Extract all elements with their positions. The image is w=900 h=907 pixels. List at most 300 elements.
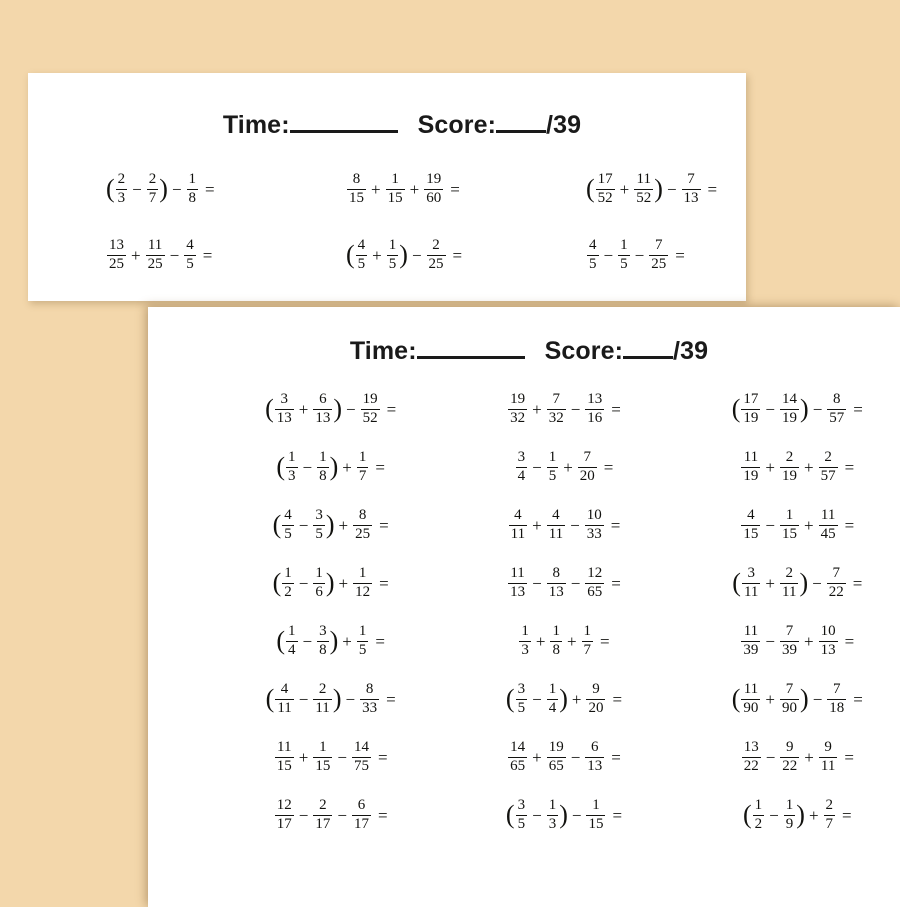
fraction xyxy=(275,682,293,716)
plus-sign: + xyxy=(804,457,814,477)
denominator: 39 xyxy=(743,641,759,658)
denominator: 33 xyxy=(362,699,378,716)
numerator: 8 xyxy=(833,391,841,408)
paren-open: ( xyxy=(272,567,282,597)
expression xyxy=(586,238,685,272)
numerator: 1 xyxy=(288,623,296,640)
expression xyxy=(506,682,622,716)
expression xyxy=(346,172,460,206)
fraction xyxy=(107,238,126,272)
numerator: 12 xyxy=(587,565,603,582)
equals-sign: = xyxy=(610,515,621,535)
fraction xyxy=(516,682,528,716)
numerator: 9 xyxy=(786,739,794,756)
fraction xyxy=(353,508,372,542)
numerator: 7 xyxy=(833,681,841,698)
numerator: 2 xyxy=(824,449,832,466)
numerator: 11 xyxy=(636,171,651,188)
equals-sign: = xyxy=(852,573,863,593)
expression xyxy=(518,624,609,658)
problem-f22[interactable] xyxy=(214,796,447,834)
minus-sign: − xyxy=(337,747,347,767)
problem-f4[interactable] xyxy=(214,448,447,486)
fraction xyxy=(282,566,294,600)
numerator: 3 xyxy=(747,565,755,582)
denominator: 15 xyxy=(588,815,604,832)
fraction xyxy=(516,798,528,832)
plus-sign: + xyxy=(535,631,546,651)
minus-sign: − xyxy=(298,805,309,825)
denominator: 15 xyxy=(387,189,403,206)
minus-sign: − xyxy=(532,805,542,825)
minus-sign: − xyxy=(337,805,347,825)
equals-sign: = xyxy=(675,245,685,265)
denominator: 90 xyxy=(782,699,798,716)
fraction xyxy=(753,798,765,832)
fraction xyxy=(313,798,332,832)
time-label: Time: xyxy=(222,111,290,139)
problem-b6[interactable] xyxy=(586,236,746,274)
problem-f1[interactable] xyxy=(214,390,447,428)
numerator: 8 xyxy=(358,507,367,524)
denominator: 32 xyxy=(548,409,564,426)
denominator: 19 xyxy=(782,409,798,426)
denominator: 25 xyxy=(355,525,371,542)
numerator: 19 xyxy=(426,171,442,188)
minus-sign: − xyxy=(812,689,823,709)
problem-f6[interactable] xyxy=(681,448,900,486)
paren-close: ) xyxy=(800,393,809,423)
numerator: 1 xyxy=(391,171,399,188)
numerator: 3 xyxy=(280,391,289,408)
fraction xyxy=(741,624,760,658)
problem-f11[interactable] xyxy=(447,564,680,602)
denominator: 8 xyxy=(552,641,560,658)
numerator: 14 xyxy=(353,739,369,756)
plus-sign: + xyxy=(409,179,420,199)
denominator: 15 xyxy=(349,189,364,206)
paren-open: ( xyxy=(265,393,274,423)
denominator: 12 xyxy=(355,583,371,600)
minus-sign: − xyxy=(666,179,677,199)
sheet-front-content xyxy=(148,307,900,907)
fraction xyxy=(585,392,604,426)
numerator: 19 xyxy=(548,739,564,756)
problem-b4[interactable] xyxy=(106,236,346,274)
paren-open: ( xyxy=(731,683,741,713)
equals-sign: = xyxy=(842,805,852,825)
numerator: 1 xyxy=(592,797,600,814)
minus-sign: − xyxy=(346,399,356,419)
fraction xyxy=(146,238,165,272)
problem-f16[interactable] xyxy=(214,680,447,718)
minus-sign: − xyxy=(571,805,582,825)
minus-sign: − xyxy=(570,573,581,593)
numerator: 3 xyxy=(315,507,323,524)
numerator: 13 xyxy=(587,391,603,408)
expression xyxy=(273,566,389,600)
paren-close: ) xyxy=(399,239,408,269)
fraction xyxy=(819,508,838,542)
expression xyxy=(743,798,852,832)
minus-sign: − xyxy=(532,689,542,709)
fraction xyxy=(550,624,562,658)
numerator: 2 xyxy=(785,565,793,582)
problem-b2[interactable] xyxy=(346,170,586,208)
fraction xyxy=(360,682,379,716)
minus-sign: − xyxy=(298,573,309,593)
plus-sign: + xyxy=(298,747,309,767)
fraction xyxy=(578,450,597,484)
problem-f18[interactable] xyxy=(681,680,900,718)
equals-sign: = xyxy=(450,179,460,199)
problem-b3[interactable] xyxy=(586,170,746,208)
fraction xyxy=(147,172,159,206)
plus-sign: + xyxy=(338,573,349,593)
numerator: 2 xyxy=(148,171,157,188)
minus-sign: − xyxy=(411,245,422,265)
numerator: 11 xyxy=(743,681,759,698)
paren-close: ) xyxy=(800,683,809,713)
plus-sign: + xyxy=(566,631,577,651)
numerator: 4 xyxy=(747,507,755,524)
fraction xyxy=(547,392,566,426)
denominator: 19 xyxy=(782,467,798,484)
paren-close: ) xyxy=(796,799,805,829)
score-blank[interactable] xyxy=(496,130,546,133)
problem-f12[interactable] xyxy=(681,564,900,602)
denominator: 5 xyxy=(589,255,597,272)
score-label: Score: xyxy=(417,111,497,139)
denominator: 5 xyxy=(620,255,628,272)
problem-grid-front xyxy=(214,366,900,834)
minus-sign: − xyxy=(812,399,823,419)
minus-sign: − xyxy=(532,573,542,593)
denominator: 13 xyxy=(510,583,526,600)
minus-sign: − xyxy=(570,747,581,767)
fraction xyxy=(313,508,325,542)
numerator: 7 xyxy=(785,681,794,698)
expression xyxy=(740,508,854,542)
paren-open: ( xyxy=(272,509,282,539)
fraction xyxy=(780,682,799,716)
plus-sign: + xyxy=(298,399,309,419)
expression xyxy=(266,682,396,716)
numerator: 6 xyxy=(357,797,366,814)
denominator: 13 xyxy=(276,409,292,426)
numerator: 1 xyxy=(315,565,323,582)
score-total: /39 xyxy=(673,337,709,365)
plus-sign: + xyxy=(765,457,776,477)
equals-sign: = xyxy=(612,689,623,709)
denominator: 5 xyxy=(284,525,292,542)
numerator: 1 xyxy=(552,623,560,640)
minus-sign: − xyxy=(765,399,776,419)
paren-open: ( xyxy=(276,451,286,481)
numerator: 1 xyxy=(358,449,367,466)
fraction xyxy=(352,798,371,832)
equals-sign: = xyxy=(844,515,855,535)
fraction xyxy=(509,508,527,542)
fraction xyxy=(585,566,604,600)
denominator: 52 xyxy=(597,189,613,206)
denominator: 8 xyxy=(188,189,197,206)
paren-close: ) xyxy=(654,173,663,203)
expression xyxy=(274,798,388,832)
fraction xyxy=(313,682,331,716)
fraction xyxy=(827,392,846,426)
denominator: 3 xyxy=(288,467,296,484)
denominator: 3 xyxy=(117,189,126,206)
score-blank[interactable] xyxy=(623,356,673,359)
equals-sign: = xyxy=(611,573,621,593)
fraction xyxy=(424,172,443,206)
problem-f19[interactable] xyxy=(214,738,447,776)
denominator: 13 xyxy=(587,757,603,774)
denominator: 8 xyxy=(319,641,327,658)
paren-open: ( xyxy=(732,567,741,597)
expression xyxy=(732,392,863,426)
equals-sign: = xyxy=(377,747,388,767)
plus-sign: + xyxy=(804,631,814,651)
fraction xyxy=(116,172,128,206)
problem-f17[interactable] xyxy=(447,680,680,718)
score-total: /39 xyxy=(546,111,582,139)
minus-sign: − xyxy=(169,245,180,265)
numerator: 3 xyxy=(517,797,526,814)
denominator: 57 xyxy=(829,409,845,426)
fraction xyxy=(547,740,566,774)
equals-sign: = xyxy=(379,573,389,593)
plus-sign: + xyxy=(532,515,542,535)
numerator: 11 xyxy=(743,449,759,466)
fraction xyxy=(547,798,559,832)
paren-close: ) xyxy=(325,567,335,597)
sheet-front-header xyxy=(148,307,900,366)
denominator: 13 xyxy=(820,641,836,658)
minus-sign: − xyxy=(132,179,142,199)
plus-sign: + xyxy=(342,631,352,651)
fraction xyxy=(824,798,836,832)
plus-sign: + xyxy=(804,515,814,535)
score-label: Score: xyxy=(544,337,624,365)
problem-f13[interactable] xyxy=(214,622,447,660)
plus-sign: + xyxy=(371,179,381,199)
fraction xyxy=(742,566,760,600)
numerator: 7 xyxy=(654,237,663,254)
problem-f24[interactable] xyxy=(681,796,900,834)
numerator: 11 xyxy=(277,739,292,756)
problem-f21[interactable] xyxy=(681,738,900,776)
denominator: 32 xyxy=(510,409,526,426)
numerator: 1 xyxy=(358,565,367,582)
denominator: 5 xyxy=(517,815,526,832)
denominator: 15 xyxy=(743,525,759,542)
expression xyxy=(265,392,396,426)
minus-sign: − xyxy=(603,245,614,265)
paren-open: ( xyxy=(276,625,286,655)
denominator: 7 xyxy=(148,189,157,206)
expression xyxy=(508,508,621,542)
fraction xyxy=(741,508,760,542)
plus-sign: + xyxy=(563,457,573,477)
numerator: 3 xyxy=(517,681,526,698)
equals-sign: = xyxy=(202,245,213,265)
paren-close: ) xyxy=(799,567,809,597)
fraction xyxy=(780,392,799,426)
paren-close: ) xyxy=(333,393,343,423)
denominator: 25 xyxy=(651,255,667,272)
fraction xyxy=(275,798,294,832)
worksheet-sheet-front[interactable] xyxy=(148,307,900,907)
time-blank[interactable] xyxy=(290,130,398,133)
problem-b5[interactable] xyxy=(346,236,586,274)
fraction xyxy=(317,450,329,484)
denominator: 22 xyxy=(782,757,798,774)
time-label: Time: xyxy=(349,337,417,365)
problem-f9[interactable] xyxy=(681,506,900,544)
fraction xyxy=(547,682,559,716)
equals-sign: = xyxy=(386,689,396,709)
expression xyxy=(507,392,621,426)
problem-b1[interactable] xyxy=(106,170,346,208)
minus-sign: − xyxy=(302,631,313,651)
plus-sign: + xyxy=(765,573,776,593)
fraction xyxy=(357,450,369,484)
paren-close: ) xyxy=(325,509,335,539)
numerator: 9 xyxy=(592,681,600,698)
fraction xyxy=(317,624,329,658)
denominator: 52 xyxy=(636,189,652,206)
equals-sign: = xyxy=(375,631,385,651)
paren-open: ( xyxy=(346,239,355,269)
fraction xyxy=(780,740,799,774)
denominator: 15 xyxy=(315,757,331,774)
fraction xyxy=(187,172,199,206)
time-blank[interactable] xyxy=(417,356,525,359)
denominator: 25 xyxy=(147,255,163,272)
paren-close: ) xyxy=(329,625,339,655)
numerator: 8 xyxy=(365,681,374,698)
numerator: 9 xyxy=(824,739,832,756)
problem-f23[interactable] xyxy=(447,796,680,834)
numerator: 4 xyxy=(589,237,597,254)
equals-sign: = xyxy=(386,399,397,419)
paren-open: ( xyxy=(265,683,275,713)
fraction xyxy=(586,798,605,832)
denominator: 20 xyxy=(579,467,595,484)
problem-f15[interactable] xyxy=(681,622,900,660)
numerator: 1 xyxy=(785,507,794,524)
denominator: 15 xyxy=(276,757,292,774)
numerator: 11 xyxy=(510,565,525,582)
expression xyxy=(732,682,863,716)
problem-f14[interactable] xyxy=(447,622,680,660)
minus-sign: − xyxy=(769,805,779,825)
numerator: 4 xyxy=(280,681,289,698)
denominator: 65 xyxy=(510,757,526,774)
numerator: 2 xyxy=(785,449,794,466)
numerator: 1 xyxy=(620,237,628,254)
numerator: 1 xyxy=(521,623,529,640)
denominator: 20 xyxy=(588,699,604,716)
denominator: 3 xyxy=(548,815,557,832)
denominator: 11 xyxy=(277,699,292,716)
equals-sign: = xyxy=(600,631,610,651)
fraction xyxy=(634,172,653,206)
denominator: 16 xyxy=(587,409,603,426)
expression xyxy=(273,508,389,542)
expression xyxy=(506,798,622,832)
fraction xyxy=(819,450,838,484)
denominator: 6 xyxy=(315,583,323,600)
equals-sign: = xyxy=(612,805,623,825)
denominator: 19 xyxy=(743,467,759,484)
denominator: 5 xyxy=(315,525,323,542)
denominator: 33 xyxy=(586,525,602,542)
problem-f2[interactable] xyxy=(447,390,680,428)
fraction xyxy=(547,450,559,484)
fraction xyxy=(596,172,615,206)
equals-sign: = xyxy=(707,179,718,199)
numerator: 1 xyxy=(583,623,592,640)
problem-f20[interactable] xyxy=(447,738,680,776)
fraction xyxy=(387,238,399,272)
denominator: 17 xyxy=(315,815,331,832)
denominator: 17 xyxy=(353,815,369,832)
denominator: 11 xyxy=(820,757,836,774)
fraction xyxy=(516,450,528,484)
numerator: 7 xyxy=(832,565,840,582)
fraction xyxy=(780,566,798,600)
minus-sign: − xyxy=(765,515,776,535)
fraction xyxy=(427,238,446,272)
paren-open: ( xyxy=(106,173,115,203)
fraction xyxy=(780,450,799,484)
denominator: 7 xyxy=(583,641,592,658)
problem-f10[interactable] xyxy=(214,564,447,602)
denominator: 5 xyxy=(358,641,367,658)
numerator: 4 xyxy=(357,237,366,254)
denominator: 45 xyxy=(820,525,836,542)
expression xyxy=(274,740,388,774)
worksheet-sheet-back[interactable] xyxy=(28,73,746,301)
fraction xyxy=(780,624,799,658)
problem-f3[interactable] xyxy=(681,390,900,428)
fraction xyxy=(682,172,701,206)
problem-f5[interactable] xyxy=(447,448,680,486)
minus-sign: − xyxy=(634,245,645,265)
expression xyxy=(741,740,854,774)
expression xyxy=(586,172,717,206)
fraction xyxy=(356,238,368,272)
fraction xyxy=(784,798,796,832)
denominator: 5 xyxy=(388,255,397,272)
fraction xyxy=(286,450,298,484)
denominator: 5 xyxy=(517,699,526,716)
numerator: 8 xyxy=(552,565,560,582)
numerator: 8 xyxy=(352,171,361,188)
problem-f7[interactable] xyxy=(214,506,447,544)
fraction xyxy=(361,392,380,426)
denominator: 3 xyxy=(521,641,529,658)
expression xyxy=(106,238,212,272)
numerator: 7 xyxy=(687,171,695,188)
fraction xyxy=(586,682,605,716)
expression xyxy=(740,624,854,658)
expression xyxy=(276,450,385,484)
problem-f8[interactable] xyxy=(447,506,680,544)
